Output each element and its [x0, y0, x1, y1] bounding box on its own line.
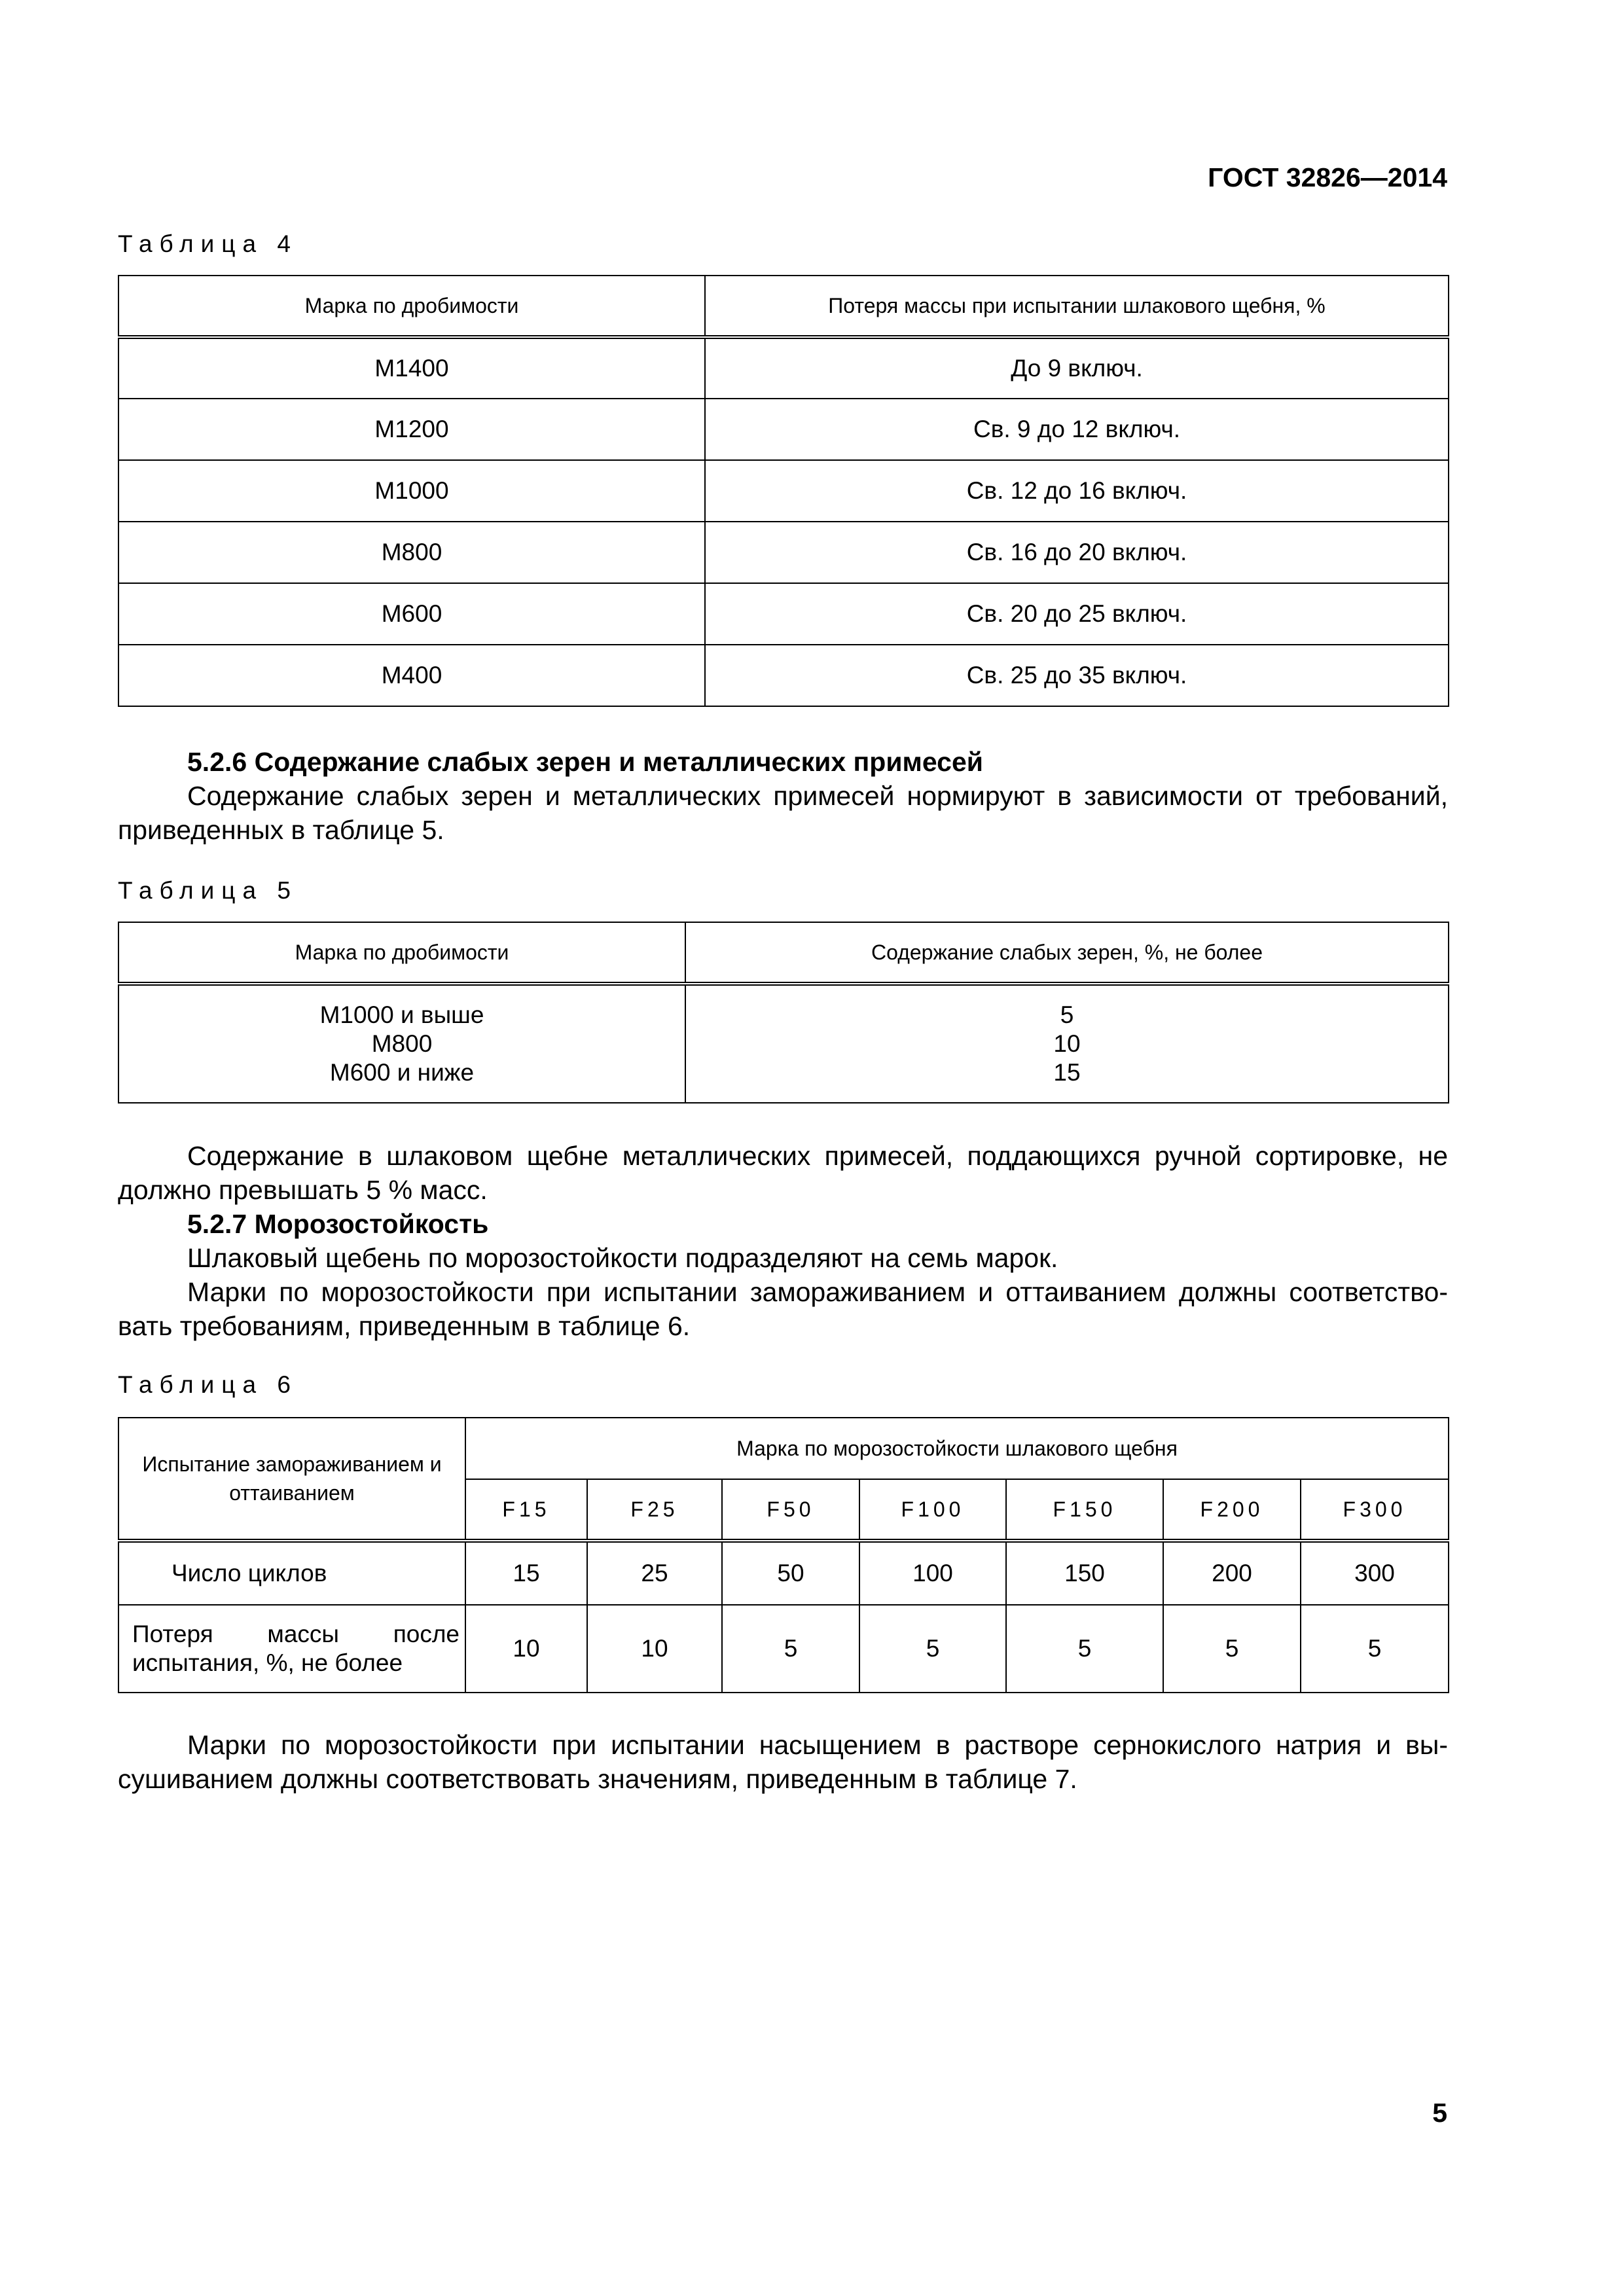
table-6-cell: 200 [1163, 1541, 1301, 1605]
table-4-cell: М800 [118, 522, 705, 583]
table-6-cell: 15 [465, 1541, 587, 1605]
table-6-grade: F50 [722, 1479, 859, 1541]
table-6-grade: F150 [1006, 1479, 1163, 1541]
table-6-cell: 5 [1301, 1605, 1449, 1693]
table-6-cell: 5 [1163, 1605, 1301, 1693]
table-5-grade: М600 и ниже [329, 1059, 475, 1086]
table-4-cell: Св. 9 до 12 включ. [705, 399, 1449, 460]
table-6-grade: F15 [465, 1479, 587, 1541]
table-4-cell: Св. 20 до 25 включ. [705, 583, 1449, 645]
table-5-value: 5 [1060, 1001, 1074, 1028]
table-4 [118, 275, 1449, 707]
table-5-label: Таблица 5 [118, 877, 298, 904]
table-6-grade: F300 [1301, 1479, 1449, 1541]
table-6-grade: F100 [859, 1479, 1006, 1541]
table-5-value: 15 [1053, 1059, 1081, 1086]
table-6-cell: 5 [859, 1605, 1006, 1693]
table-4-cell: М400 [118, 645, 705, 706]
table-5-grade: М1000 и выше [319, 1001, 484, 1028]
table-4-header-grade: Марка по дробимости [118, 276, 705, 337]
table-4-cell: М1400 [118, 337, 705, 399]
document-code: ГОСТ 32826—2014 [1208, 162, 1447, 192]
table-6-corner: Испытание замораживанием и оттаиванием [118, 1418, 465, 1541]
table-5-grade-cell [118, 984, 685, 1103]
table-6-cell: 100 [859, 1541, 1006, 1605]
table-6-grade: F25 [587, 1479, 722, 1541]
table-4-cell: М600 [118, 583, 705, 645]
table-6-cell: 25 [587, 1541, 722, 1605]
table-6-cell: 5 [1006, 1605, 1163, 1693]
table-4-cell: Св. 25 до 35 включ. [705, 645, 1449, 706]
table-6-cell: 5 [722, 1605, 859, 1693]
table-4-cell: До 9 включ. [705, 337, 1449, 399]
table-5-header-weak: Содержание слабых зерен, %, не более [685, 922, 1449, 984]
table-4-header-loss: Потеря массы при испытании шлакового щебня, % [705, 276, 1449, 337]
table-6-cell: 10 [465, 1605, 587, 1693]
table-6-cell: 150 [1006, 1541, 1163, 1605]
table-5-value: 10 [1053, 1030, 1081, 1057]
table-6-cell: 300 [1301, 1541, 1449, 1605]
table-5-header-grade: Марка по дробимости [118, 922, 685, 984]
table-6-group-header: Марка по морозостойкости шлакового щебня [465, 1418, 1449, 1479]
table-5-value-cell [685, 984, 1449, 1103]
section-527-paragraph-1: Шлаковый щебень по морозостойкости подразделяют на семь марок. [187, 1243, 1058, 1273]
metal-impurities-text: Содержание в шлаковом щебне металлических примесей, поддающихся ручной сортировке, не должно превышать 5 % масс. [118, 1141, 1448, 1205]
table-6-label: Таблица 6 [118, 1371, 298, 1398]
section-527-heading: 5.2.7 Морозостойкость [187, 1209, 489, 1239]
table-6-row-label: Потеря массы после испытания, %, не более [118, 1605, 465, 1693]
table-6 [118, 1417, 1449, 1693]
table-4-cell: М1200 [118, 399, 705, 460]
page-number: 5 [1432, 2098, 1447, 2128]
closing-paragraph: Марки по морозостойкости при испытании насыщением в растворе сернокислого натрия и вы-сушиванием должны соответствовать значениям, приведенным в таблице 7. [118, 1730, 1448, 1794]
table-6-row-label: Число циклов [118, 1541, 465, 1605]
table-4-cell: Св. 12 до 16 включ. [705, 460, 1449, 522]
section-526-text: Содержание слабых зерен и металлических примесей нормируют в зависимости от требований, приведенных в таблице 5. [118, 781, 1448, 845]
table-5 [118, 922, 1449, 1103]
table-4-cell: М1000 [118, 460, 705, 522]
table-6-grade: F200 [1163, 1479, 1301, 1541]
table-6-cell: 50 [722, 1541, 859, 1605]
table-5-grade: М800 [371, 1030, 433, 1057]
table-6-cell: 10 [587, 1605, 722, 1693]
section-527-paragraph-2: Марки по морозостойкости при испытании замораживанием и оттаиванием должны соответство-вать требованиям, приведенным в таблице 6. [118, 1277, 1448, 1341]
section-526-heading: 5.2.6 Содержание слабых зерен и металлических примесей [187, 747, 983, 777]
table-4-cell: Св. 16 до 20 включ. [705, 522, 1449, 583]
table-4-label: Таблица 4 [118, 230, 298, 257]
